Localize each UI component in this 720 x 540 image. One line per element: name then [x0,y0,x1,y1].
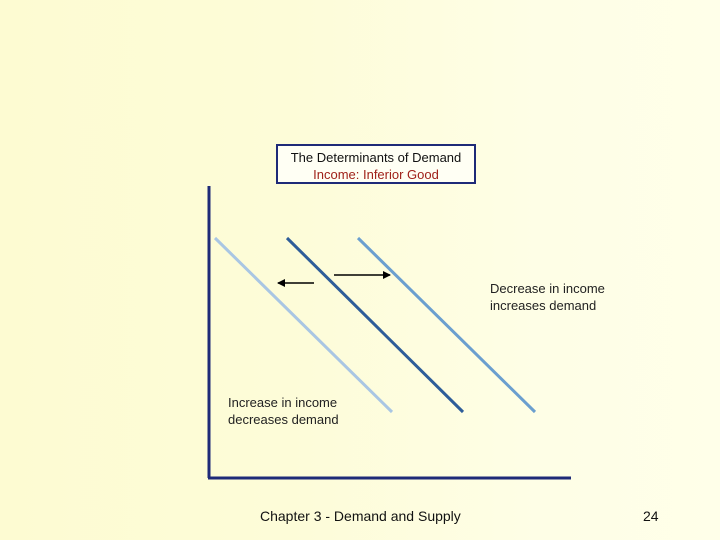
annotation-decrease-line-2: increases demand [490,298,597,313]
title-line-2: Income: Inferior Good [313,167,439,182]
annotation-increase-line-1: Increase in income [228,395,338,410]
demand-curve-shifted-right [358,238,535,412]
annotation-increase-income [228,394,339,428]
annotation-decrease-line-1: Decrease in income [490,281,605,296]
annotation-decrease-income [490,280,605,314]
title-line-1: The Determinants of Demand [290,150,462,165]
annotation-increase-line-2: decreases demand [228,412,339,427]
demand-curve-shifted-left [215,238,392,412]
footer-chapter: Chapter 3 - Demand and Supply [260,508,461,524]
page-number: 24 [643,508,659,524]
demand-curve-original [287,238,463,412]
